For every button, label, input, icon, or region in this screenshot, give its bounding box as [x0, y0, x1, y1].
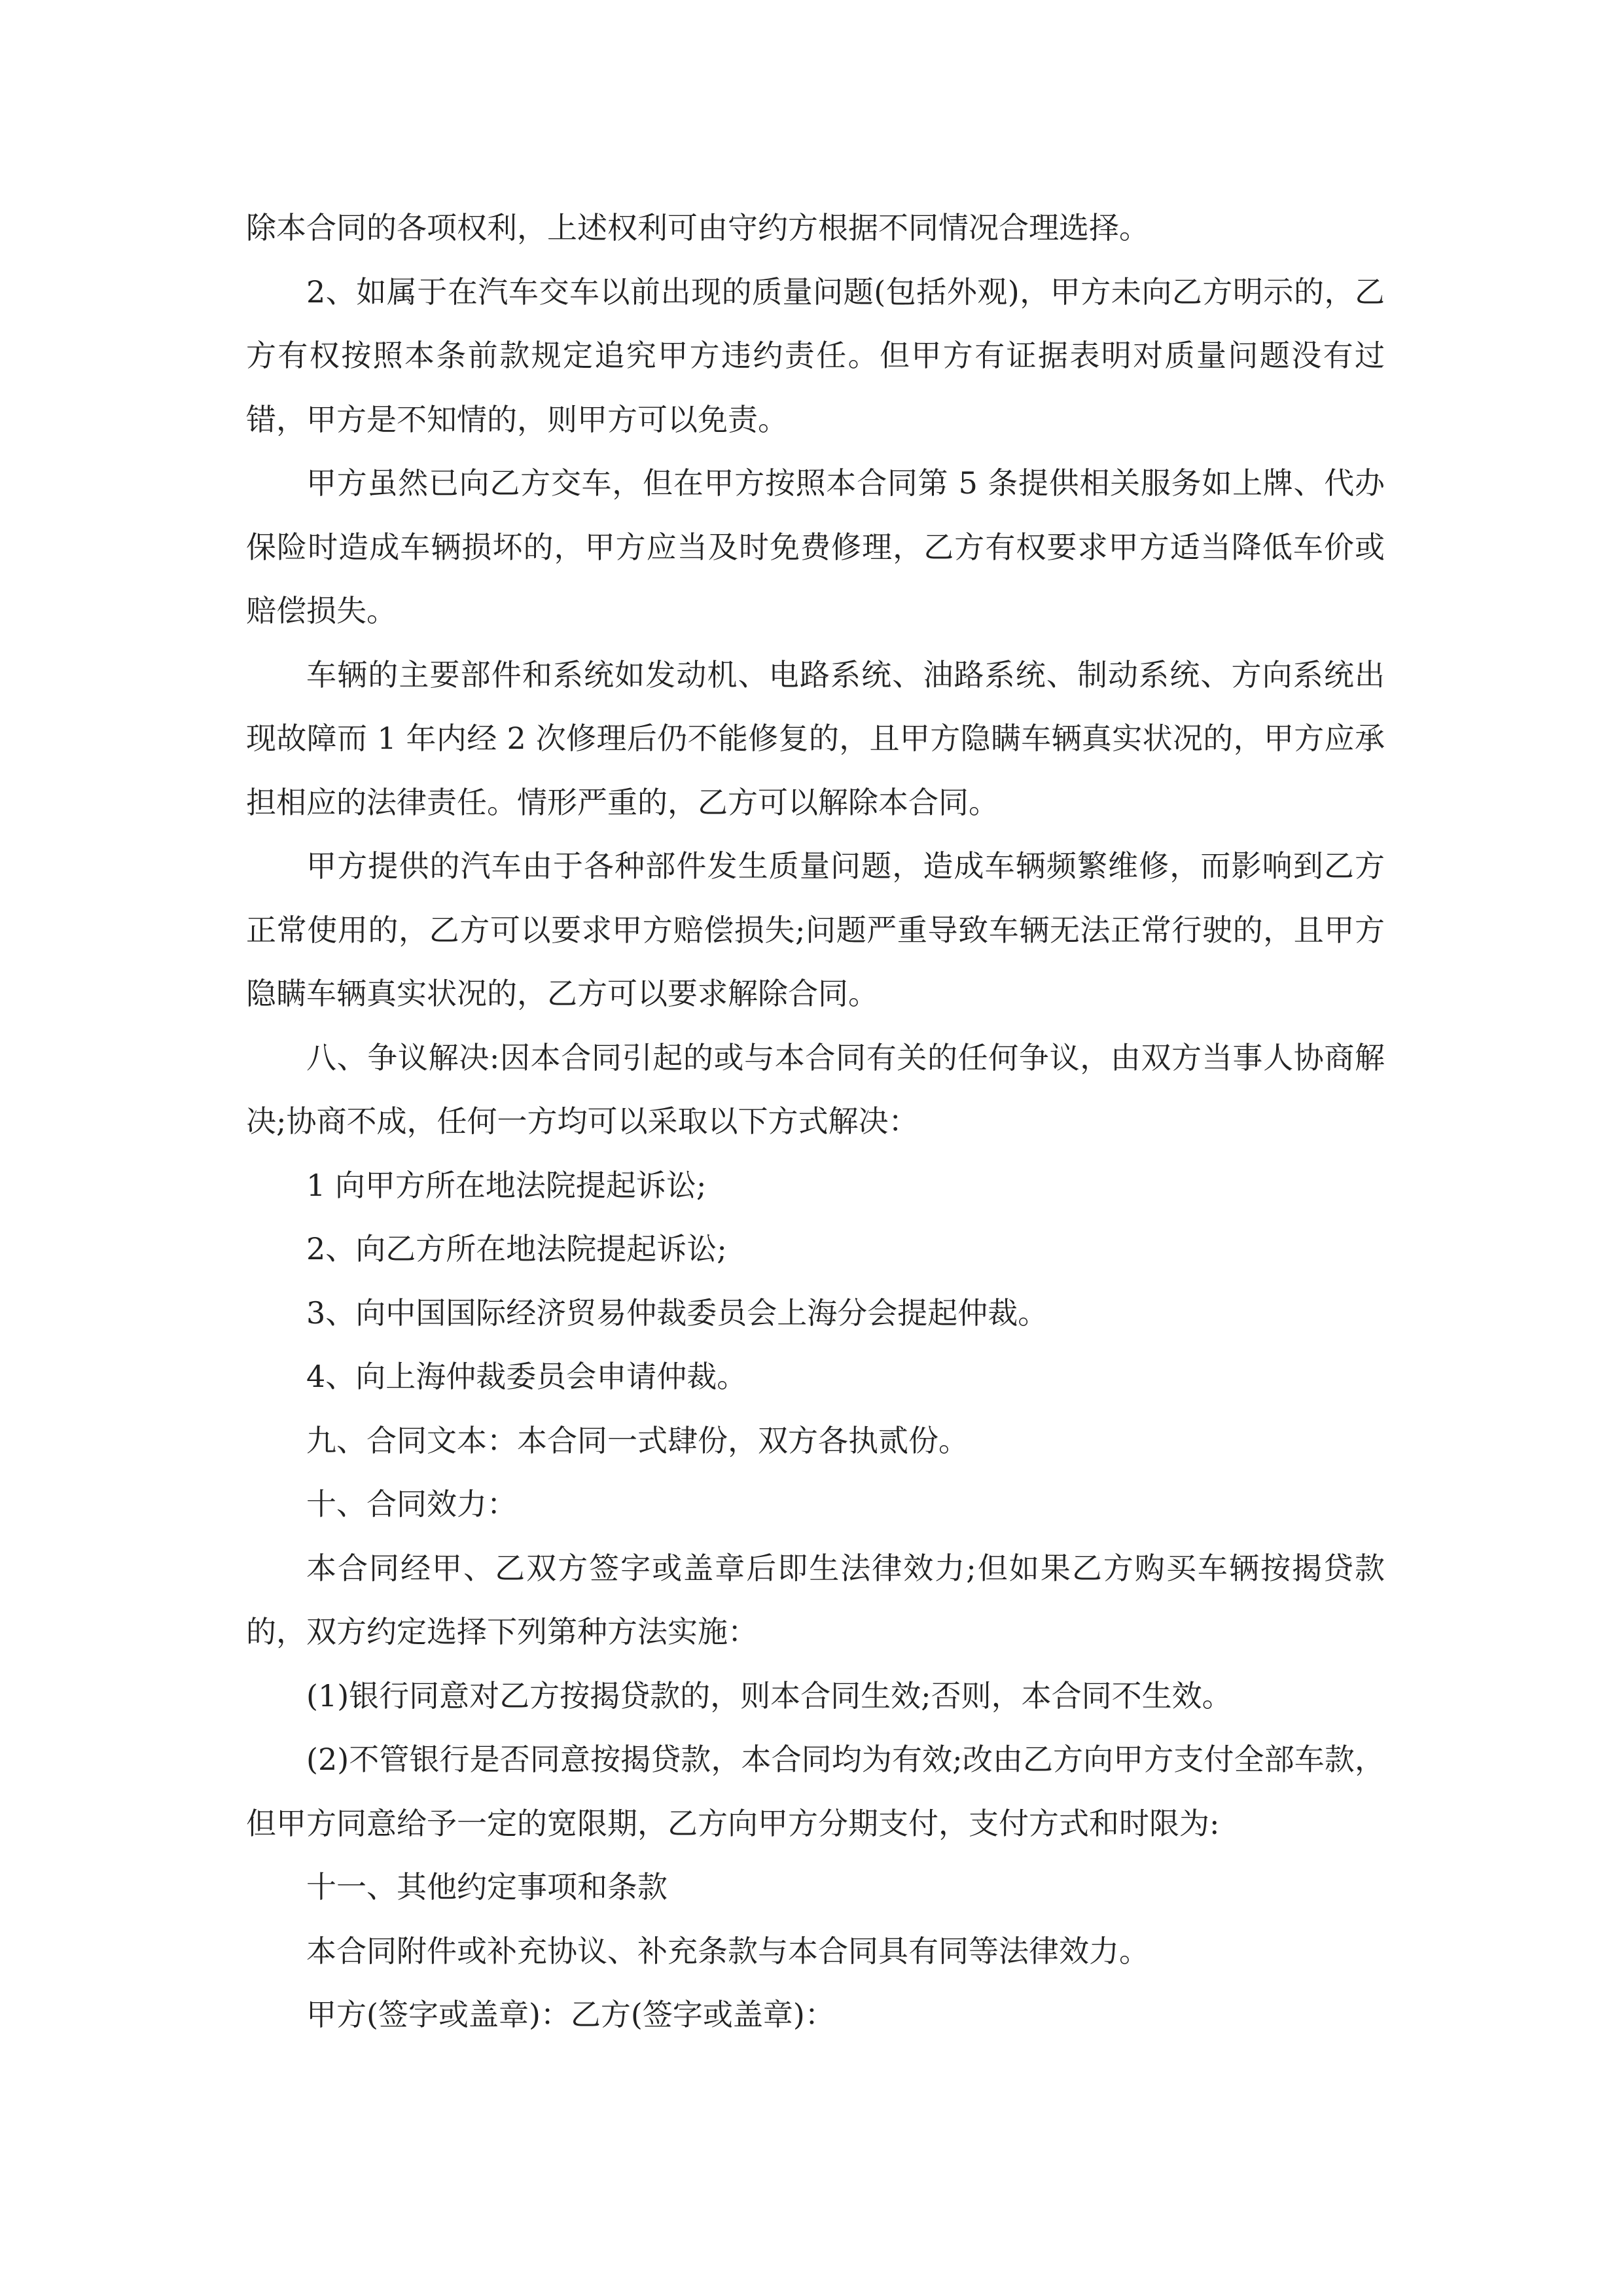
signature-line: 甲方(签字或盖章)：乙方(签字或盖章)：	[306, 1997, 835, 2032]
paragraph-rights-continuation: 除本合同的各项权利，上述权利可由守约方根据不同情况合理选择。	[246, 210, 1149, 245]
paragraph-frequent-repairs: 甲方提供的汽车由于各种部件发生质量问题，造成车辆频繁维修，而影响到乙方正常使用的，乙方可以要求甲方赔偿损失;问题严重导致车辆无法正常行驶的，且甲方隐瞒车辆真实状况的，乙方可以要求解除合同。	[246, 848, 1385, 1011]
paragraph-service-damage: 甲方虽然已向乙方交车，但在甲方按照本合同第 5 条提供相关服务如上牌、代办保险时造成车辆损坏的，甲方应当及时免费修理，乙方有权要求甲方适当降低车价或赔偿损失。	[246, 465, 1385, 628]
paragraph-contract-copies: 九、合同文本：本合同一式肆份，双方各执贰份。	[306, 1422, 969, 1458]
paragraph-dispute-resolution: 八、争议解决:因本合同引起的或与本合同有关的任何争议，由双方当事人协商解决;协商不成，任何一方均可以采取以下方式解决：	[246, 1039, 1385, 1139]
heading-other-terms: 十一、其他约定事项和条款	[306, 1869, 668, 1905]
list-item-mortgage-approved: (1)银行同意对乙方按揭贷款的，则本合同生效;否则，本合同不生效。	[306, 1677, 1232, 1713]
document-body	[246, 196, 1385, 2047]
list-item-option-3: 3、向中国国际经济贸易仲裁委员会上海分会提起仲裁。	[306, 1295, 1048, 1331]
heading-contract-validity: 十、合同效力：	[306, 1486, 517, 1522]
list-item-option-1: 1 向甲方所在地法院提起诉讼;	[306, 1167, 707, 1203]
list-item-mortgage-regardless: (2)不管银行是否同意按揭贷款，本合同均为有效;改由乙方向甲方支付全部车款，但甲方同意给予一定的宽限期，乙方向甲方分期支付，支付方式和时限为:	[246, 1742, 1385, 1841]
paragraph-major-parts-failure: 车辆的主要部件和系统如发动机、电路系统、油路系统、制动系统、方向系统出现故障而 1 年内经 2 次修理后仍不能修复的，且甲方隐瞒车辆真实状况的，甲方应承担相应的法律责任。情形严重的，乙方可以解除本合同。	[246, 656, 1385, 820]
paragraph-attachments-validity: 本合同附件或补充协议、补充条款与本合同具有同等法律效力。	[306, 1933, 1149, 1969]
list-item-option-4: 4、向上海仲裁委员会申请仲裁。	[306, 1359, 747, 1394]
paragraph-validity-terms: 本合同经甲、乙双方签字或盖章后即生法律效力;但如果乙方购买车辆按揭贷款的，双方约定选择下列第种方法实施：	[246, 1550, 1385, 1649]
paragraph-quality-before-delivery: 2、如属于在汽车交车以前出现的质量问题(包括外观)，甲方未向乙方明示的，乙方有权按照本条前款规定追究甲方违约责任。但甲方有证据表明对质量问题没有过错，甲方是不知情的，则甲方可以免责。	[246, 274, 1385, 437]
list-item-option-2: 2、向乙方所在地法院提起诉讼;	[306, 1231, 727, 1266]
